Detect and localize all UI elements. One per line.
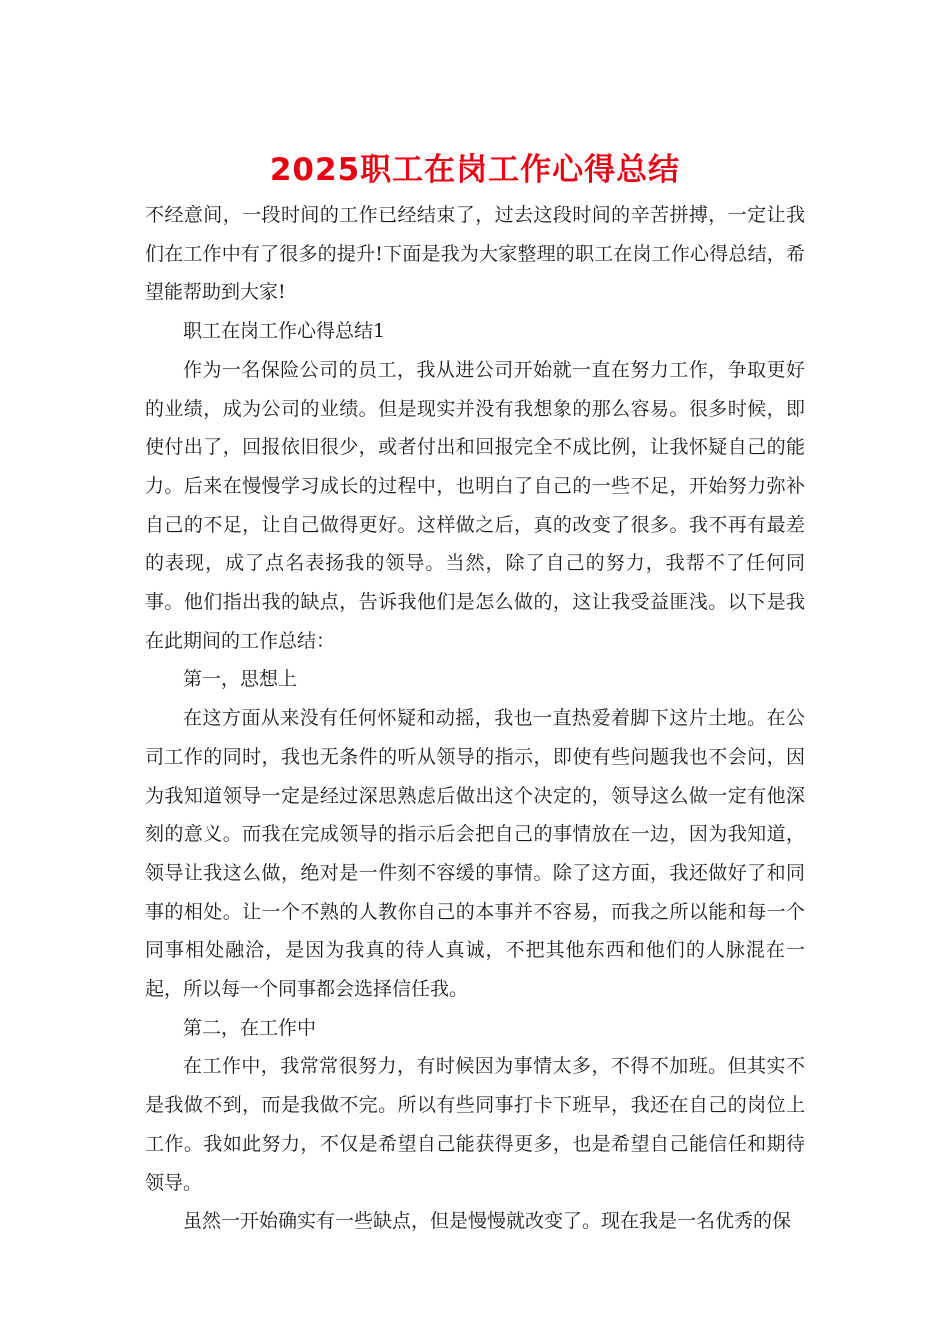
body-paragraph: 虽然一开始确实有一些缺点，但是慢慢就改变了。现在我是一名优秀的保	[183, 1210, 792, 1233]
intro-paragraph: 不经意间，一段时间的工作已经结束了，过去这段时间的辛苦拼搏，一定让我们在工作中有了很多的提升!下面是我为大家整理的职工在岗工作心得总结，希望能帮助到大家!	[145, 204, 805, 304]
document-body	[145, 196, 805, 1241]
document-title: 2025职工在岗工作心得总结	[269, 152, 681, 188]
subheading-thought: 第一，思想上	[183, 668, 298, 691]
body-paragraph: 在工作中，我常常很努力，有时候因为事情太多，不得不加班。但其实不是我做不到，而是我做不完。所以有些同事打卡下班早，我还在自己的岗位上工作。我如此努力，不仅是希望自己能获得更多，也是希望自己能信任和期待领导。	[145, 1055, 805, 1194]
subheading-work: 第二，在工作中	[183, 1016, 317, 1039]
body-paragraph: 在这方面从来没有任何怀疑和动摇，我也一直热爱着脚下这片土地。在公司工作的同时，我也无条件的听从领导的指示，即使有些问题我也不会问，因为我知道领导一定是经过深思熟虑后做出这个决定的，领导这么做一定有他深刻的意义。而我在完成领导的指示后会把自己的事情放在一边，因为我知道，领导让我这么做，绝对是一件刻不容缓的事情。除了这方面，我还做好了和同事的相处。让一个不熟的人教你自己的本事并不容易，而我之所以能和每一个同事相处融洽，是因为我真的待人真诚，不把其他东西和他们的人脉混在一起，所以每一个同事都会选择信任我。	[145, 707, 805, 1001]
body-paragraph: 作为一名保险公司的员工，我从进公司开始就一直在努力工作，争取更好的业绩，成为公司的业绩。但是现实并没有我想象的那么容易。很多时候，即使付出了，回报依旧很少，或者付出和回报完全不成比例，让我怀疑自己的能力。后来在慢慢学习成长的过程中，也明白了自己的一些不足，开始努力弥补自己的不足，让自己做得更好。这样做之后，真的改变了很多。我不再有最差的表现，成了点名表扬我的领导。当然，除了自己的努力，我帮不了任何同事。他们指出我的缺点，告诉我他们是怎么做的，这让我受益匪浅。以下是我在此期间的工作总结：	[145, 358, 805, 652]
section-heading-summary-1: 职工在岗工作心得总结1	[183, 320, 386, 343]
